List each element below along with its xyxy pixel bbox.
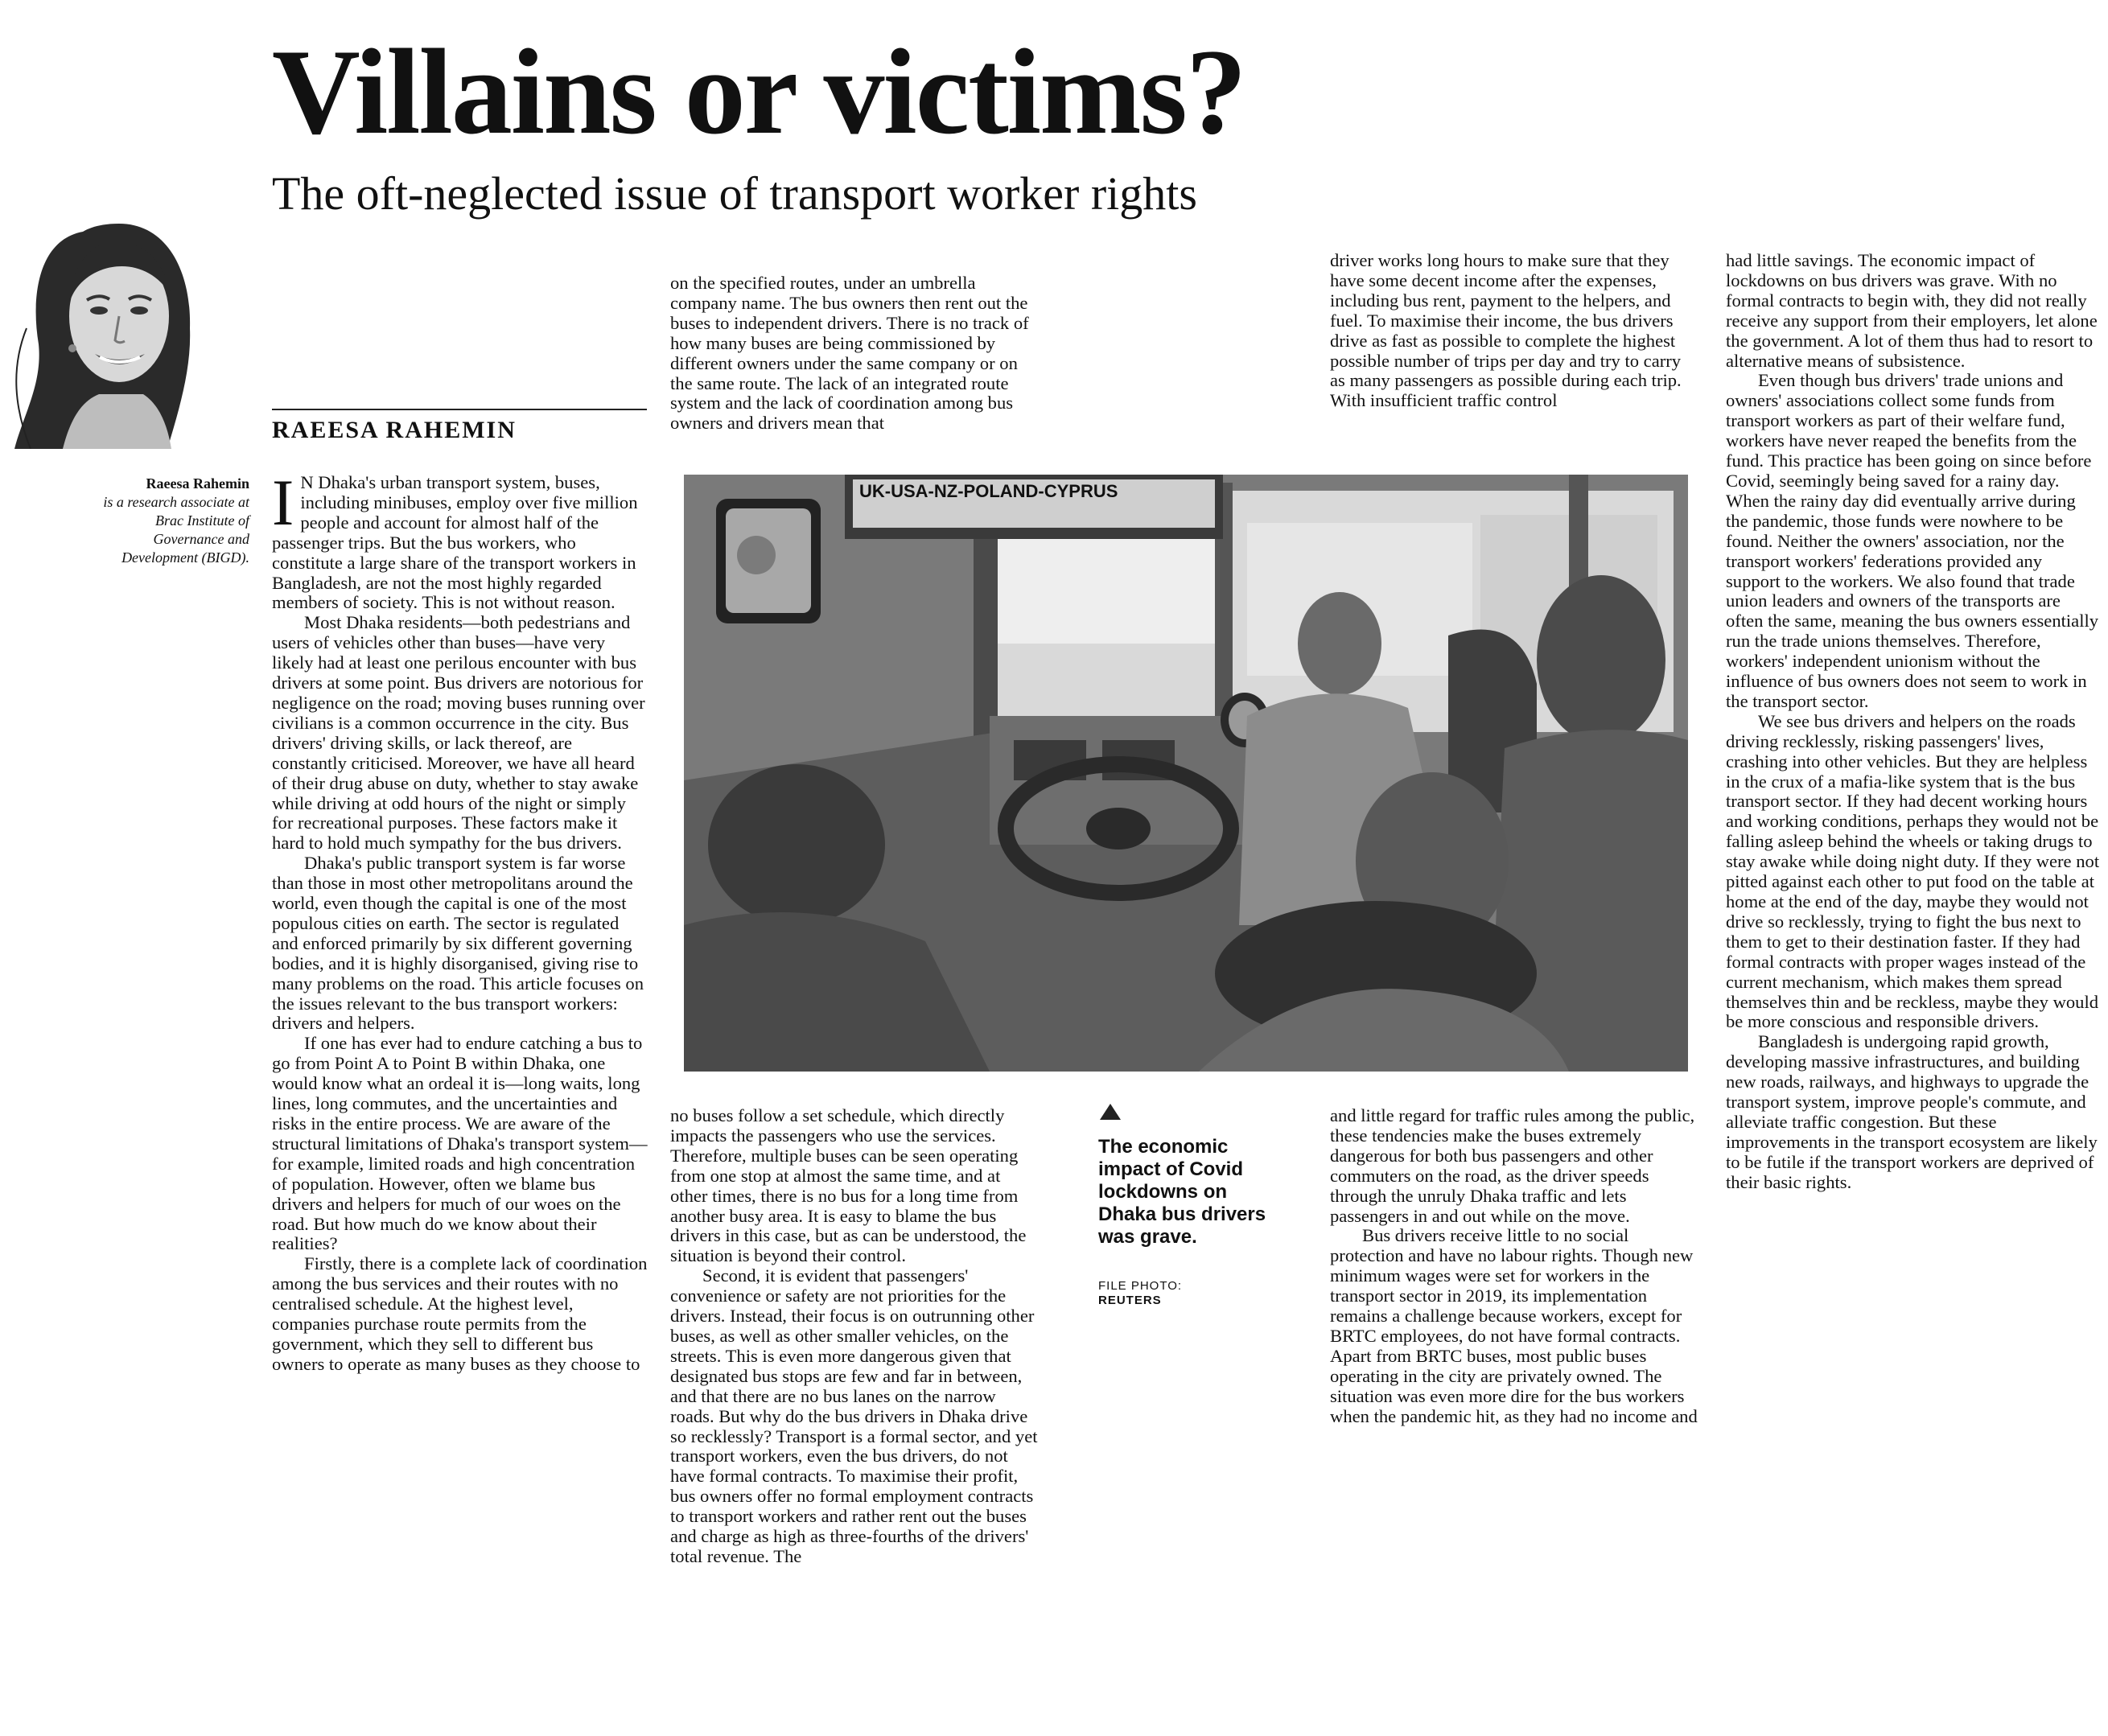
body-paragraph xyxy=(272,466,648,613)
body-paragraph: Bangladesh is undergoing rapid growth, developing massive infrastructures, and building new roads, railways, and highways to upgrade the transport system, improve people's commute, and alleviate traffic congestion. But these improvements in the transport ecosystem are likely to be futile if the transport workers are deprived of their basic rights. xyxy=(1726,1031,2098,1192)
body-paragraph: and little regard for traffic rules among the public, these tendencies make the buses extremely dangerous for both bus passengers and other commuters on the road, as the driver speeds through the unruly Dhaka traffic and lets passengers in and out while on the move. xyxy=(1330,1105,1695,1226)
body-paragraph: Dhaka's public transport system is far worse than those in most other metropolitans around the world, even though the capital is one of the most populous cities on earth. The sector is regulated and enforced primarily by six different governing bodies, and it is highly disorganised, giving rise to many problems on the road. This article focuses on the issues relevant to the bus transport workers: drivers and helpers. xyxy=(272,853,644,1034)
bus-sign-text: UK-USA-NZ-POLAND-CYPRUS xyxy=(859,481,1118,501)
body-paragraph: Bus drivers receive little to no social protection and have no labour rights. Though new minimum wages were set for workers in the transport sector in 2019, its implementation remains a challenge because workers, except for BRTC employees, do not have formal contracts. Apart from BRTC buses, most public buses operating in the city are privately owned. The situation was even more dire for the bus workers when the pandemic hit, as they had no income and xyxy=(1330,1225,1698,1426)
body-paragraph: Second, it is evident that passengers' convenience or safety are not priorities for the drivers. Instead, their focus is on outrunning other buses, as well as other smaller vehicles, on the streets. This is even more dangerous given that designated bus stops are few and far in between, and that there are no bus lanes on the narrow roads. But why do the bus drivers in Dhaka drive so recklessly? Transport is a formal sector, and yet transport workers, even the bus drivers, do not have formal contracts. To maximise their profit, bus owners offer no formal employment contracts to transport workers and rather rent out the buses and charge as high as three-fourths of the drivers' total revenue. The xyxy=(670,1265,1038,1566)
body-paragraph: Even though bus drivers' trade unions and owners' associations collect some funds from transport workers as part of their welfare fund, workers have never reaped the benefits from the fund. This practice has been going on since before Covid, seemingly being saved for a rainy day. When the rainy day did eventually arrive during the pandemic, those funds were nowhere to be found. Neither the owners' association, nor the transport workers' federations provided any support to the workers. We also found that trade union leaders and owners of the transports are often the same, meaning the bus owners essentially run the trade unions themselves. Therefore, workers' independent unionism without the influence of bus owners does not seem to work in the transport sector. xyxy=(1726,370,2099,711)
body-paragraph: driver works long hours to make sure that they have some decent income after the expenses, including bus rent, payment to the helpers, and fuel. To maximise their income, the bus drivers drive as fast as possible to complete the highest possible number of trips per day and try to carry as many passengers as possible during each trip. With insufficient traffic control xyxy=(1330,250,1682,411)
author-note-description: is a research associate at Brac Institute of Governance and Development (BIGD). xyxy=(103,494,249,566)
body-paragraph: Firstly, there is a complete lack of coordination among the bus services and their routes with no centralised schedule. At the highest level, companies purchase route permits from the government, which they sell to different bus owners to operate as many buses as they choose to xyxy=(272,1253,648,1374)
byline: RAEESA RAHEMIN xyxy=(272,417,517,443)
article-column-3-top xyxy=(1330,251,1700,411)
body-paragraph: no buses follow a set schedule, which directly impacts the passengers who use the services. Therefore, multiple buses can be seen operating from one stop at almost the same time, and at other times, there is no bus for a long time from another busy area. It is easy to blame the bus drivers in this case, but as can be understood, the situation is beyond their control. xyxy=(670,1105,1027,1266)
article-photo xyxy=(684,475,1688,1072)
photo-credit-agency: REUTERS xyxy=(1098,1294,1162,1307)
author-note-name: Raeesa Rahemin xyxy=(146,475,249,492)
photo-credit-label: FILE PHOTO: xyxy=(1098,1279,1183,1293)
body-paragraph-text: N Dhaka's urban transport system, buses, including minibuses, employ over five million people and account for almost half of the passenger trips. But the bus workers, who constitute a large share of the transport workers in Bangladesh, are not the most highly regarded members of society. This is not without reason. xyxy=(272,472,638,613)
body-paragraph: If one has ever had to endure catching a bus to go from Point A to Point B within Dhaka, one would know what an ordeal it is—long waits, long lines, long commutes, and the uncertainties and risks in the entire process. We are aware of the structural limitations of Dhaka's transport system—for example, limited roads and high concentration of population. However, often we blame bus drivers and helpers for much of our woes on the road. But how much do we know about their realities? xyxy=(272,1033,648,1254)
body-paragraph: had little savings. The economic impact of lockdowns on bus drivers was grave. With no formal contracts to begin with, they did not really receive any support from their employers, let alone the government. A lot of them thus had to resort to alternative means of subsistence. xyxy=(1726,250,2098,371)
subheadline: The oft-neglected issue of transport worker rights xyxy=(272,167,1197,220)
article-column-2-top xyxy=(670,274,1039,434)
article-column-1 xyxy=(272,466,648,1375)
author-note xyxy=(93,475,249,567)
article-column-3-bottom xyxy=(1330,1106,1700,1427)
photo-caption-block xyxy=(1098,1104,1283,1308)
photo-caption: The economic impact of Covid lockdowns on Dhaka bus drivers was grave. xyxy=(1098,1136,1266,1248)
drop-cap: I xyxy=(272,466,294,539)
photo-credit xyxy=(1098,1279,1283,1308)
body-paragraph: on the specified routes, under an umbrella company name. The bus owners then rent out the buses to independent drivers. There is no track of how many buses are being commissioned by different owners under the same company or on the same route. The lack of an integrated route system and the lack of coordination among bus owners and drivers mean that xyxy=(670,273,1029,434)
headline: Villains or victims? xyxy=(272,24,1245,159)
article-column-4 xyxy=(1726,251,2101,1193)
article-column-2-bottom xyxy=(670,1106,1039,1567)
body-paragraph: Most Dhaka residents—both pedestrians and users of vehicles other than buses—have very likely had at least one perilous encounter with bus drivers at some point. Bus drivers are notorious for negligence on the road; moving buses running over civilians is a common occurrence in the city. Bus drivers' driving skills, or lack thereof, are constantly criticised. Moreover, we have all heard of their drug abuse on duty, whether to stay awake while driving at odd hours of the night or simply for recreational purposes. These factors make it hard to hold much sympathy for the bus drivers. xyxy=(272,612,645,854)
body-paragraph: We see bus drivers and helpers on the roads driving recklessly, risking passengers' lives, crashing into other vehicles. But they are helpless in the crux of a mafia-like system that is the bus transport sector. If they had decent working hours and working conditions, perhaps they would not be falling asleep behind the wheels or taking drugs to stay awake while doing night duty. If they were not pitted against each other to put food on the table at home at the end of the day, maybe they would not drive so recklessly, trying to fight the bus next to them to get to their destination faster. If they had formal contracts with proper wages instead of the current mechanism, which makes them spread themselves thin and be reckless, maybe they would be more conscious and responsible drivers. xyxy=(1726,710,2100,1032)
caption-arrow-icon xyxy=(1100,1104,1121,1120)
byline-rule xyxy=(272,409,647,410)
author-portrait xyxy=(6,208,272,449)
